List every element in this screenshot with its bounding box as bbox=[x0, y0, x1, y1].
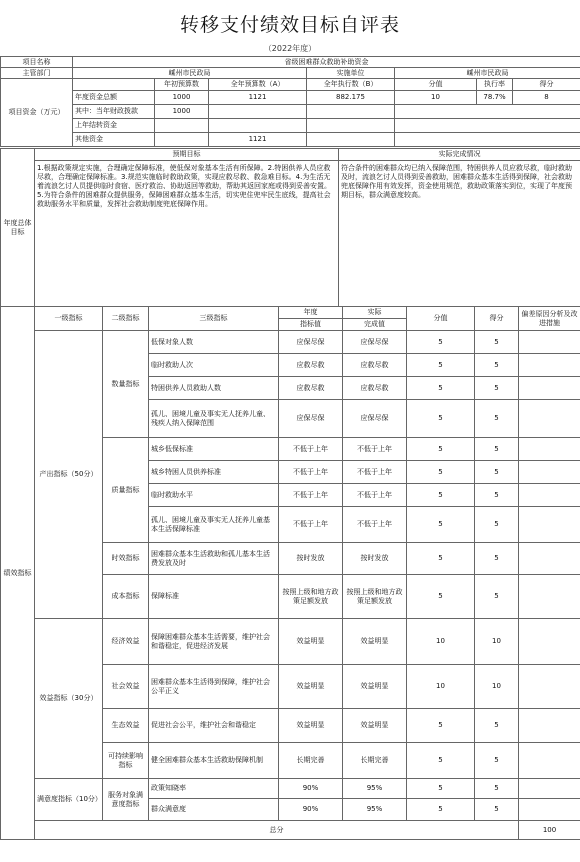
effect-label: 效益指标（30分） bbox=[35, 619, 103, 779]
indicator-got: 5 bbox=[475, 709, 519, 743]
funds-cell bbox=[395, 133, 580, 147]
indicator-got: 5 bbox=[475, 799, 519, 821]
indicator-target: 应保尽保 bbox=[279, 400, 343, 438]
indicator-name: 特困供养人员救助人数 bbox=[149, 377, 279, 400]
indicator-actual: 按照上级和地方政策足额发放 bbox=[343, 575, 407, 619]
indicator-score: 5 bbox=[407, 507, 475, 543]
indicator-actual: 不低于上年 bbox=[343, 438, 407, 461]
indicator-score: 5 bbox=[407, 331, 475, 354]
funds-col-4: 分值 bbox=[395, 79, 477, 91]
funds-cell bbox=[209, 119, 307, 133]
group-ecological: 生态效益 bbox=[103, 709, 149, 743]
indicator-got: 5 bbox=[475, 354, 519, 377]
indicator-score: 10 bbox=[407, 619, 475, 665]
total-label: 总分 bbox=[35, 821, 519, 840]
funds-cell bbox=[307, 105, 395, 119]
indicator-got: 5 bbox=[475, 377, 519, 400]
indicator-reason bbox=[519, 799, 580, 821]
indicator-got: 5 bbox=[475, 507, 519, 543]
indicator-reason bbox=[519, 507, 580, 543]
indicator-name: 群众满意度 bbox=[149, 799, 279, 821]
funds-cell bbox=[155, 119, 209, 133]
indicator-got: 5 bbox=[475, 743, 519, 779]
col-level2: 二级指标 bbox=[103, 307, 149, 331]
funds-table bbox=[0, 56, 580, 147]
indicator-name: 困难群众基本生活救助和孤儿基本生活费发放及时 bbox=[149, 543, 279, 575]
expected-goal-header: 预期目标 bbox=[35, 149, 339, 161]
col-reason: 偏差原因分析及改进措施 bbox=[519, 307, 580, 331]
indicator-score: 5 bbox=[407, 354, 475, 377]
indicator-reason bbox=[519, 377, 580, 400]
indicator-target: 不低于上年 bbox=[279, 484, 343, 507]
indicator-got: 10 bbox=[475, 665, 519, 709]
funds-row-label: 年度资金总额 bbox=[73, 91, 155, 105]
funds-header-blank bbox=[73, 79, 155, 91]
funds-cell: 1000 bbox=[155, 105, 209, 119]
output-label: 产出指标（50分） bbox=[35, 331, 103, 619]
goals-table bbox=[0, 148, 580, 307]
funds-cell bbox=[155, 133, 209, 147]
col-actual-top: 实际 bbox=[343, 307, 407, 319]
funds-cell: 882.175 bbox=[307, 91, 395, 105]
indicator-actual: 效益明显 bbox=[343, 619, 407, 665]
indicator-reason bbox=[519, 709, 580, 743]
indicator-actual: 不低于上年 bbox=[343, 507, 407, 543]
funds-col-5: 执行率 bbox=[477, 79, 513, 91]
funds-cell bbox=[307, 133, 395, 147]
group-sustainable: 可持续影响指标 bbox=[103, 743, 149, 779]
project-name-label: 项目名称 bbox=[1, 57, 73, 68]
funds-col-6: 得分 bbox=[513, 79, 580, 91]
funds-cell: 8 bbox=[513, 91, 580, 105]
indicator-reason bbox=[519, 779, 580, 799]
indicator-reason bbox=[519, 543, 580, 575]
indicator-target: 应救尽救 bbox=[279, 354, 343, 377]
goals-section-label: 年度总体目标 bbox=[1, 149, 35, 307]
indicator-target: 按时发放 bbox=[279, 543, 343, 575]
indicator-score: 10 bbox=[407, 665, 475, 709]
indicator-reason bbox=[519, 461, 580, 484]
total-score: 100 bbox=[519, 821, 580, 840]
indicator-got: 5 bbox=[475, 543, 519, 575]
indicator-got: 5 bbox=[475, 484, 519, 507]
col-target-bottom: 指标值 bbox=[279, 319, 343, 331]
dept-label: 主管部门 bbox=[1, 68, 73, 79]
indicator-target: 效益明显 bbox=[279, 665, 343, 709]
indicator-score: 5 bbox=[407, 575, 475, 619]
indicator-reason bbox=[519, 665, 580, 709]
indicator-name: 促进社会公平，维护社会和谐稳定 bbox=[149, 709, 279, 743]
indicator-score: 5 bbox=[407, 484, 475, 507]
indicator-actual: 应救尽救 bbox=[343, 354, 407, 377]
indicator-actual: 95% bbox=[343, 799, 407, 821]
indicator-score: 5 bbox=[407, 400, 475, 438]
indicator-score: 5 bbox=[407, 438, 475, 461]
funds-cell: 1121 bbox=[209, 91, 307, 105]
indicator-name: 政策知晓率 bbox=[149, 779, 279, 799]
indicator-name: 健全困难群众基本生活救助保障机制 bbox=[149, 743, 279, 779]
satisfaction-label: 满意度指标（10分） bbox=[35, 779, 103, 821]
col-actual-bottom: 完成值 bbox=[343, 319, 407, 331]
indicator-name: 城乡低保标准 bbox=[149, 438, 279, 461]
indicator-name: 孤儿、困境儿童及事实无人抚养儿童基本生活保障标准 bbox=[149, 507, 279, 543]
funds-cell: 1000 bbox=[155, 91, 209, 105]
indicator-score: 5 bbox=[407, 743, 475, 779]
indicator-score: 5 bbox=[407, 543, 475, 575]
funds-row-label: 其他资金 bbox=[73, 133, 155, 147]
indicator-got: 5 bbox=[475, 438, 519, 461]
indicator-name: 临时救助水平 bbox=[149, 484, 279, 507]
funds-cell: 1121 bbox=[209, 133, 307, 147]
dept-value: 嵊州市民政局 bbox=[73, 68, 307, 79]
funds-row-label: 上年结转资金 bbox=[73, 119, 155, 133]
indicator-name: 保障困难群众基本生活需要，维护社会和谐稳定，促进经济发展 bbox=[149, 619, 279, 665]
indicator-reason bbox=[519, 354, 580, 377]
col-got: 得分 bbox=[475, 307, 519, 331]
indicator-target: 应保尽保 bbox=[279, 331, 343, 354]
funds-col-3: 全年执行数（B） bbox=[307, 79, 395, 91]
indicator-reason bbox=[519, 331, 580, 354]
indicator-got: 5 bbox=[475, 461, 519, 484]
group-social: 社会效益 bbox=[103, 665, 149, 709]
indicator-actual: 不低于上年 bbox=[343, 484, 407, 507]
impl-value: 嵊州市民政局 bbox=[395, 68, 580, 79]
indicators-table bbox=[0, 306, 580, 840]
page-title: 转移支付绩效目标自评表 bbox=[179, 14, 400, 36]
indicator-name: 保障标准 bbox=[149, 575, 279, 619]
col-level3: 三级指标 bbox=[149, 307, 279, 331]
indicator-target: 效益明显 bbox=[279, 619, 343, 665]
indicator-target: 90% bbox=[279, 799, 343, 821]
indicator-name: 城乡特困人员供养标准 bbox=[149, 461, 279, 484]
indicator-reason bbox=[519, 619, 580, 665]
indicator-target: 效益明显 bbox=[279, 709, 343, 743]
expected-goal-text: 1.根据政策规定实施，合理确定保障标准，使低保对象基本生活有所保障。2.特困供养人员应救尽救，合理确定保障标准。3.规范实施临时救助政策，实现应救尽救、救急难目标。4.为生活无着流浪乞讨人员提供临时食宿、医疗救治、协助返回等救助，帮助其返回家庭或得到妥善安置。5.为符合条件的困难群众提供服务，保障困难群众基本生活，切实兜住兜牢民生底线，提高社会救助服务水平和质量，发挥社会救助制度兜底保障作用。 bbox=[35, 161, 339, 307]
funds-cell bbox=[209, 105, 307, 119]
funds-cell bbox=[395, 119, 580, 133]
indicator-score: 5 bbox=[407, 709, 475, 743]
indicator-score: 5 bbox=[407, 377, 475, 400]
actual-goal-header: 实际完成情况 bbox=[339, 149, 580, 161]
indicator-actual: 不低于上年 bbox=[343, 461, 407, 484]
funds-cell: 10 bbox=[395, 91, 477, 105]
col-target-top: 年度 bbox=[279, 307, 343, 319]
indicator-reason bbox=[519, 400, 580, 438]
col-score: 分值 bbox=[407, 307, 475, 331]
indicator-actual: 应保尽保 bbox=[343, 331, 407, 354]
indicator-target: 长期完善 bbox=[279, 743, 343, 779]
indicator-score: 5 bbox=[407, 461, 475, 484]
indicator-reason bbox=[519, 484, 580, 507]
indicator-actual: 长期完善 bbox=[343, 743, 407, 779]
indicator-target: 不低于上年 bbox=[279, 438, 343, 461]
indicator-name: 低保对象人数 bbox=[149, 331, 279, 354]
funds-cell bbox=[307, 119, 395, 133]
indicator-got: 5 bbox=[475, 400, 519, 438]
funds-section-label: 项目资金（万元） bbox=[1, 79, 73, 147]
indicator-reason bbox=[519, 438, 580, 461]
indicator-actual: 效益明显 bbox=[343, 665, 407, 709]
indicator-score: 5 bbox=[407, 799, 475, 821]
indicator-target: 不低于上年 bbox=[279, 507, 343, 543]
group-economic: 经济效益 bbox=[103, 619, 149, 665]
group-cost: 成本指标 bbox=[103, 575, 149, 619]
impl-label: 实施单位 bbox=[307, 68, 395, 79]
col-level1: 一级指标 bbox=[35, 307, 103, 331]
indicator-got: 5 bbox=[475, 575, 519, 619]
indicator-score: 5 bbox=[407, 779, 475, 799]
group-quality: 质量指标 bbox=[103, 438, 149, 543]
indicator-name: 孤儿、困境儿童及事实无人抚养儿童、残疾人纳入保障范围 bbox=[149, 400, 279, 438]
funds-row-label: 其中：当年财政拨款 bbox=[73, 105, 155, 119]
indicator-actual: 效益明显 bbox=[343, 709, 407, 743]
indicator-actual: 应救尽救 bbox=[343, 377, 407, 400]
project-name: 省级困难群众救助补助资金 bbox=[73, 57, 580, 68]
indicator-target: 不低于上年 bbox=[279, 461, 343, 484]
funds-cell: 78.7% bbox=[477, 91, 513, 105]
year-label: （2022年度） bbox=[263, 44, 317, 53]
indicator-name: 困难群众基本生活得到保障，维护社会公平正义 bbox=[149, 665, 279, 709]
indicator-name: 临时救助人次 bbox=[149, 354, 279, 377]
indicators-section-label: 绩效指标 bbox=[1, 307, 35, 840]
actual-goal-text: 符合条件的困难群众均已纳入保障范围，特困供养人员应救尽救，临时救助及时，流浪乞讨人员得到妥善救助，困难群众基本生活得到保障，社会救助兜底保障作用有效发挥，资金使用规范，救助政策落实到位，实现了年度预期目标，群众满意度较高。 bbox=[339, 161, 580, 307]
group-timeliness: 时效指标 bbox=[103, 543, 149, 575]
indicator-got: 5 bbox=[475, 331, 519, 354]
indicator-reason bbox=[519, 575, 580, 619]
indicator-got: 10 bbox=[475, 619, 519, 665]
group-quantity: 数量指标 bbox=[103, 331, 149, 438]
indicator-target: 按照上级和地方政策足额发放 bbox=[279, 575, 343, 619]
indicator-actual: 95% bbox=[343, 779, 407, 799]
indicator-actual: 应保尽保 bbox=[343, 400, 407, 438]
indicator-target: 应救尽救 bbox=[279, 377, 343, 400]
funds-col-2: 全年预算数（A） bbox=[209, 79, 307, 91]
group-satisfaction: 服务对象满意度指标 bbox=[103, 779, 149, 821]
indicator-reason bbox=[519, 743, 580, 779]
indicator-target: 90% bbox=[279, 779, 343, 799]
indicator-actual: 按时发放 bbox=[343, 543, 407, 575]
funds-col-1: 年初预算数 bbox=[155, 79, 209, 91]
funds-cell bbox=[395, 105, 580, 119]
indicator-got: 5 bbox=[475, 779, 519, 799]
